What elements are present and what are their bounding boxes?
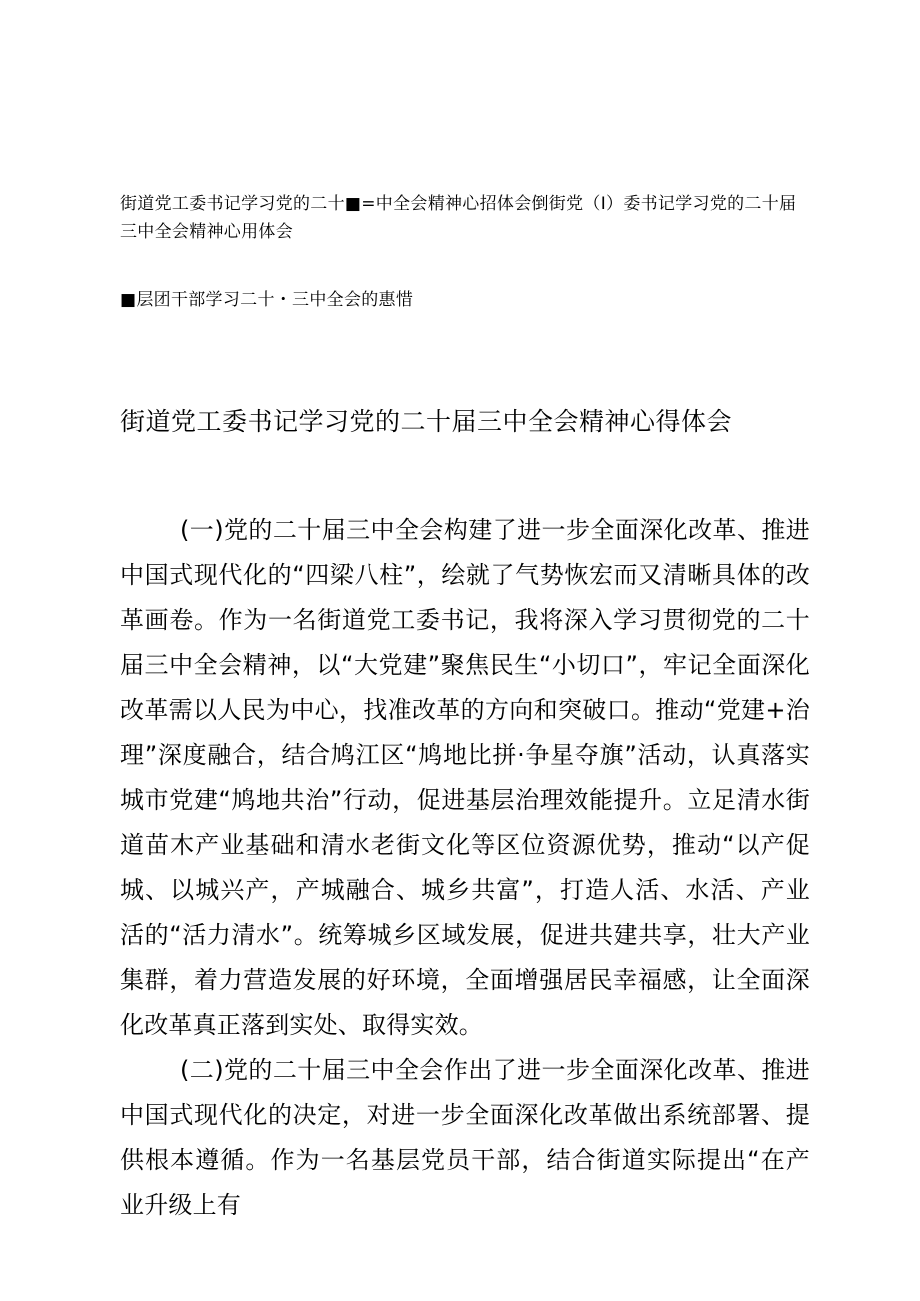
paragraph-1: (一)党的二十届三中全会构建了进一步全面深化改革、推进中国式现代化的“四梁八柱”，绘就了气势恢宏而又清晰具体的改革画卷。作为一名街道党工委书记，我将深入学习贯彻党的二十届三中全会精神，以“大党建”聚焦民生“小切口”，牢记全面深化改革需以人民为中心，找准改革的方向和突破口。推动“党建+治理”深度融合，结合鸠江区“鸠地比拼·争星夺旗”活动，认真落实城市党建“鸠地共治”行动，促进基层治理效能提升。立足清水街道苗木产业基础和清水老街文化等区位资源优势，推动“以产促城、以城兴产，产城融合、城乡共富”，打造人活、水活、产业活的“活力清水”。统筹城乡区域发展，促进共建共享，壮大产业集群，着力营造发展的好环境，全面增强居民幸福感，让全面深化改革真正落到实处、取得实效。 [120, 516, 810, 1039]
paragraph-2: (二)党的二十届三中全会作出了进一步全面深化改革、推进中国式现代化的决定，对进一步全面深化改革做出系统部署、提供根本遵循。作为一名基层党员干部，结合街道实际提出“在产业升级上有 [120, 1056, 810, 1219]
toc-entry-1: 街道党工委书记学习党的二十■=中全会精神心招体会倒街党（I）委书记学习党的二十届三中全会精神心用体会 [120, 194, 797, 242]
document-title: 街道党工委书记学习党的二十届三中全会精神心得体会 [120, 407, 733, 436]
toc-entry-2: ■层团干部学习二十・三中全会的惠惜 [120, 290, 414, 310]
document-body [120, 508, 810, 1228]
